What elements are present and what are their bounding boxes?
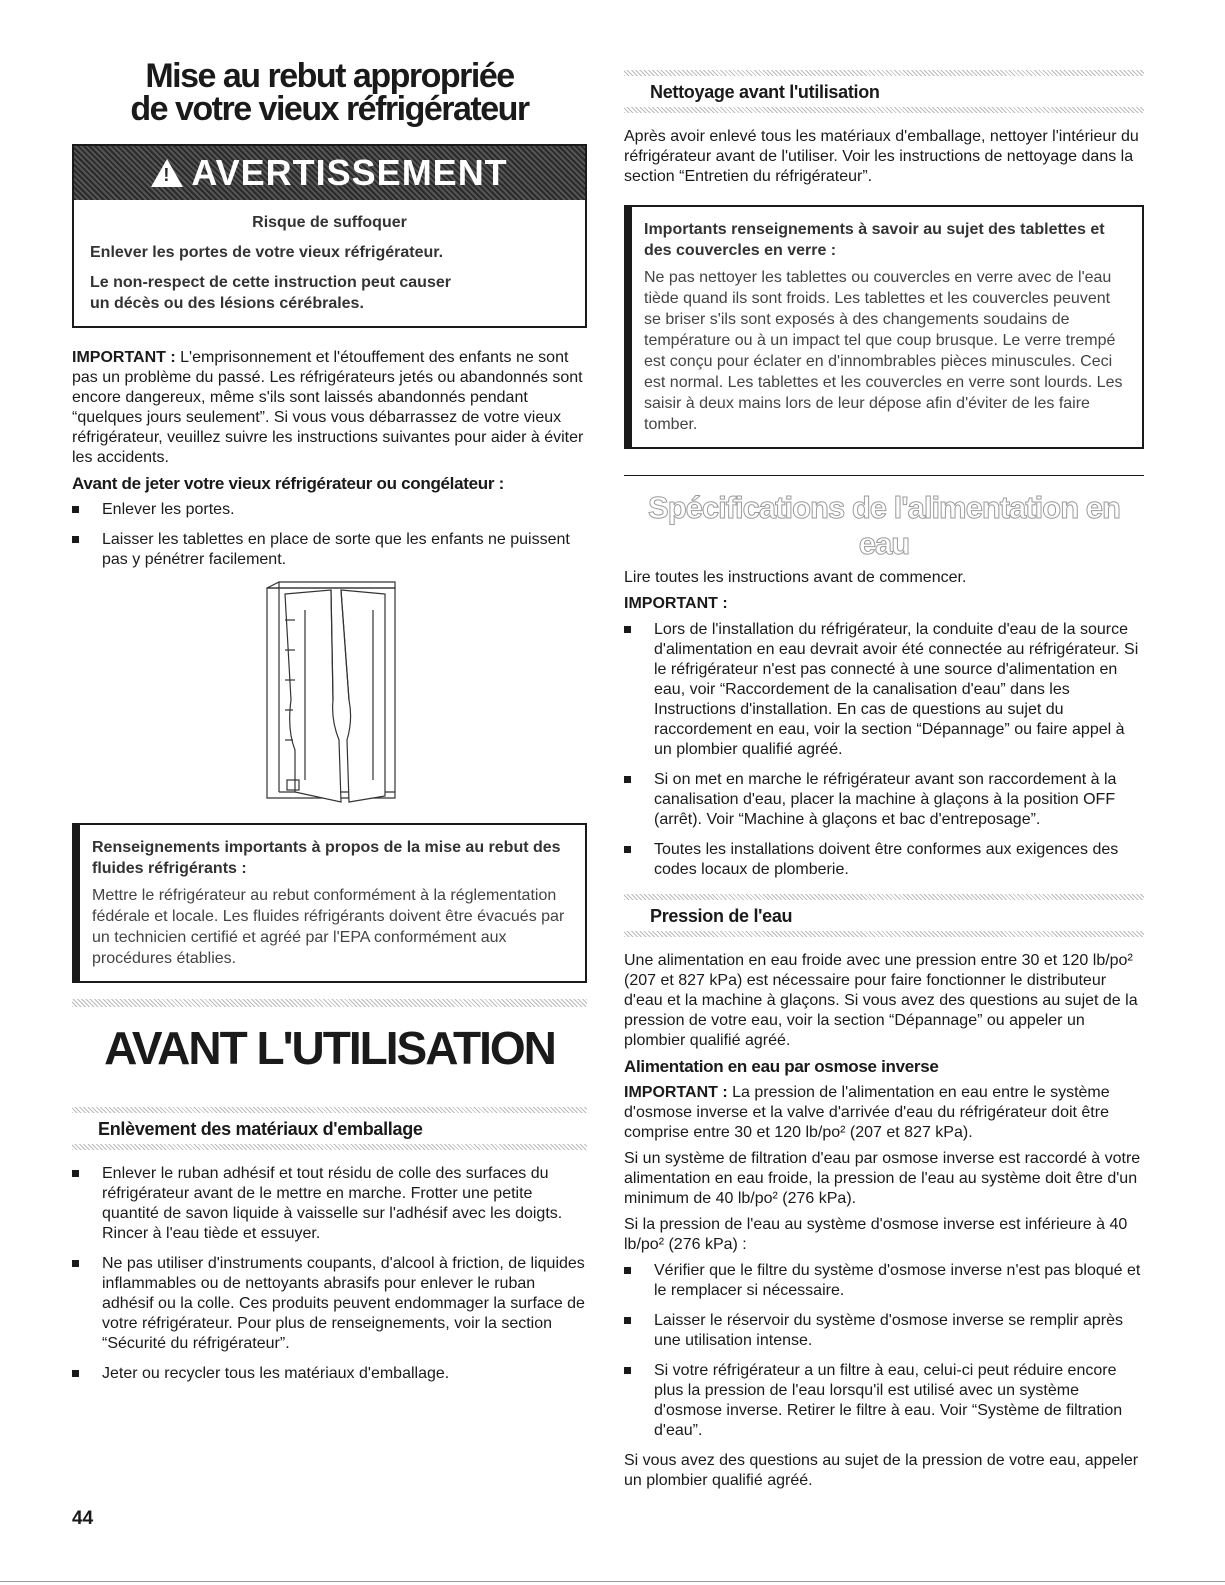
water-important-label: IMPORTANT : <box>624 595 728 612</box>
water-spec-list <box>624 620 1144 880</box>
before-disposal-list <box>72 500 587 570</box>
bottom-rule <box>0 1581 1225 1582</box>
ro-text-2: Si un système de filtration d'eau par osmose inverse est raccordé à votre alimentation en eau froide, la pression de l'eau au système doit être d'un minimum de 40 lb/po² (276 kPa). <box>624 1150 1141 1207</box>
list-item: Laisser le réservoir du système d'osmose inverse se remplir après une utilisation intense. <box>624 1311 1144 1351</box>
pressure-heading: Pression de l'eau <box>650 906 793 926</box>
warning-subtitle: Risque de suffoquer <box>252 214 407 231</box>
section-rule <box>624 475 1144 476</box>
refrigerator-illustration <box>245 580 415 805</box>
right-column <box>624 70 1144 1497</box>
warning-box <box>72 144 587 328</box>
cleaning-section-header <box>624 70 1144 113</box>
page-number: 44 <box>72 1508 94 1529</box>
warning-triangle-icon: ! <box>151 159 183 187</box>
glass-box-text: Ne pas nettoyer les tablettes ou couvercles en verre avec de l'eau tiède quand ils sont froids. Les tablettes et les couvercles peuvent se briser s'ils sont exposés à des changements soudains de température ou à un impact tel que coup brusque. Le verre trempé est conçu pour éclater en d'innombrables pièces minuscules. Ceci est normal. Les tablettes et les couvercles en verre sont lourds. Les saisir à deux mains lors de leur dépose afin d'éviter de les faire tomber. <box>644 269 1123 433</box>
warning-body <box>74 200 585 326</box>
removal-section-header <box>72 1107 587 1150</box>
warning-line2b: un décès ou des lésions cérébrales. <box>90 295 364 312</box>
section-divider <box>624 931 1144 937</box>
list-item: Enlever le ruban adhésif et tout résidu de colle des surfaces du réfrigérateur avant de le mettre en marche. Frotter une petite quantité de savon liquide à vaisselle sur l'adhésif avec les doigts. Rincer à l'eau tiède et essuyer. <box>72 1164 587 1244</box>
warning-header-label: AVERTISSEMENT <box>191 152 508 193</box>
section-divider <box>624 107 1144 113</box>
removal-list <box>72 1164 587 1384</box>
ro-important-label: IMPORTANT : <box>624 1084 728 1101</box>
list-item: Laisser les tablettes en place de sorte que les enfants ne puissent pas y pénétrer facilement. <box>72 530 587 570</box>
before-use-title: AVANT L'UTILISATION <box>104 1022 555 1074</box>
pressure-text: Une alimentation en eau froide avec une pression entre 30 et 120 lb/po² (207 et 827 kPa) est nécessaire pour faire fonctionner le distributeur d'eau et la machine à glaçons. Si vous avez des questions au sujet de la pression de votre eau, voir la section “Dépannage” ou appeler un plombier qualifié agréé. <box>624 952 1138 1049</box>
glass-box-title: Importants renseignements à savoir au sujet des tablettes et des couvercles en verre : <box>644 221 1105 259</box>
ro-list <box>624 1261 1144 1441</box>
water-spec-title: Spécifications de l'alimentation en eau <box>648 490 1120 561</box>
important-text: L'emprisonnement et l'étouffement des enfants ne sont pas un problème du passé. Les réfrigérateurs jetés ou abandonnés sont encore dangereux, même s'ils sont laissés abandonnés pendant “quelques jours seulement”. Si vous vous débarrassez de votre vieux réfrigérateur, veuillez suivre les instructions suivantes pour aider à éviter les accidents. <box>72 349 584 466</box>
glass-info-box <box>624 205 1144 449</box>
list-item: Toutes les installations doivent être conformes aux exigences des codes locaux de plomberie. <box>624 840 1144 880</box>
list-item: Lors de l'installation du réfrigérateur, la conduite d'eau de la source d'alimentation en eau devrait avoir été connectée au réfrigérateur. Si le réfrigérateur n'est pas connecté à une source d'alimentation en eau, voir “Raccordement de la canalisation d'eau” dans les Instructions d'installation. En cas de questions au sujet du raccordement en eau, voir la section “Dépannage” ou faire appel à un plombier qualifié agréé. <box>624 620 1144 760</box>
read-instructions-text: Lire toutes les instructions avant de commencer. <box>624 569 967 586</box>
refrigerant-info-box <box>72 823 587 983</box>
warning-header <box>74 146 585 200</box>
list-item: Si on met en marche le réfrigérateur avant son raccordement à la canalisation d'eau, placer la machine à glaçons à la position OFF (arrêt). Voir “Machine à glaçons et bac d'entreposage”. <box>624 770 1144 830</box>
ro-closing-text: Si vous avez des questions au sujet de la pression de votre eau, appeler un plombier qualifié agréé. <box>624 1452 1139 1489</box>
list-item: Si votre réfrigérateur a un filtre à eau, celui-ci peut réduire encore plus la pression de l'eau lorsqu'il est utilisé avec un système d'osmose inverse. Retirer le filtre à eau. Voir “Système de filtration d'eau”. <box>624 1361 1144 1441</box>
cleaning-text: Après avoir enlevé tous les matériaux d'emballage, nettoyer l'intérieur du réfrigérateur avant de l'utiliser. Voir les instructions de nettoyage dans la section “Entretien du réfrigérateur”. <box>624 128 1139 185</box>
important-label: IMPORTANT : <box>72 349 176 366</box>
pressure-section-header <box>624 894 1144 937</box>
list-item: Vérifier que le filtre du système d'osmose inverse n'est pas bloqué et le remplacer si nécessaire. <box>624 1261 1144 1301</box>
cleaning-heading: Nettoyage avant l'utilisation <box>650 82 880 102</box>
removal-heading: Enlèvement des matériaux d'emballage <box>98 1119 423 1139</box>
list-item: Jeter ou recycler tous les matériaux d'emballage. <box>72 1364 587 1384</box>
section-divider <box>72 999 587 1007</box>
warning-line1: Enlever les portes de votre vieux réfrigérateur. <box>90 244 444 261</box>
refrigerant-box-text: Mettre le réfrigérateur au rebut conformément à la réglementation fédérale et locale. Les fluides réfrigérants doivent être évacués par un technicien certifié et agréé par l'EPA conformément aux procédures établies. <box>92 887 565 967</box>
list-item: Enlever les portes. <box>72 500 587 520</box>
ro-text-3: Si la pression de l'eau au système d'osmose inverse est inférieure à 40 lb/po² (276 kPa) : <box>624 1216 1128 1253</box>
list-item: Ne pas utiliser d'instruments coupants, d'alcool à friction, de liquides inflammables ou de nettoyants abrasifs pour enlever le ruban adhésif ou la colle. Ces produits peuvent endommager la surface de votre réfrigérateur. Pour plus de renseignements, voir la section “Sécurité du réfrigérateur”. <box>72 1254 587 1354</box>
ro-heading: Alimentation en eau par osmose inverse <box>624 1057 939 1076</box>
disposal-title-line1: Mise au rebut appropriée <box>145 57 514 95</box>
important-paragraph <box>72 348 587 468</box>
disposal-title-line2: de votre vieux réfrigérateur <box>130 90 529 128</box>
before-disposal-heading: Avant de jeter votre vieux réfrigérateur ou congélateur : <box>72 474 504 493</box>
ro-important-text: La pression de l'alimentation en eau entre le système d'osmose inverse et la valve d'arrivée d'eau du réfrigérateur doit être comprise entre 30 et 120 lb/po² (207 et 827 kPa). <box>624 1084 1110 1141</box>
refrigerant-box-title: Renseignements importants à propos de la mise au rebut des fluides réfrigérants : <box>92 839 561 877</box>
left-column <box>72 57 587 1394</box>
warning-line2a: Le non-respect de cette instruction peut causer <box>90 274 451 291</box>
section-divider <box>72 1144 587 1150</box>
disposal-title <box>72 57 587 128</box>
ro-important-paragraph <box>624 1083 1144 1143</box>
